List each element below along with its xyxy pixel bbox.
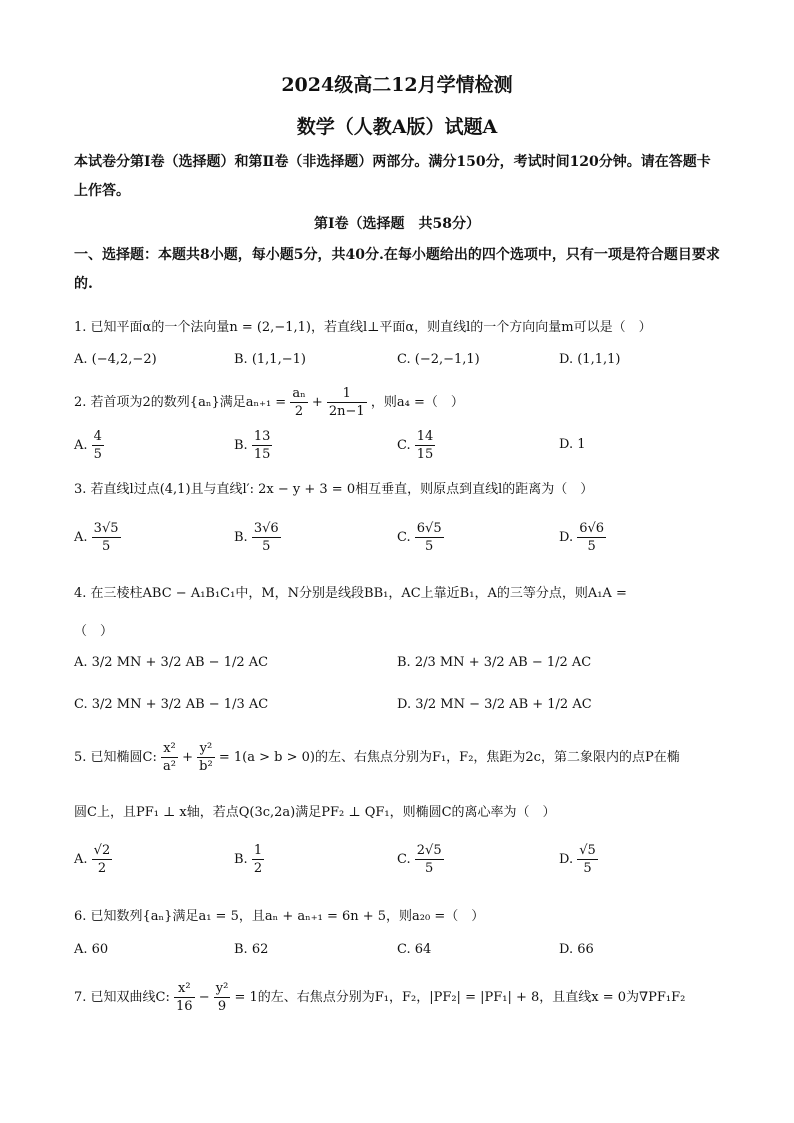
question-3-option-a[interactable]: A. $\frac{3√5}{5}$ — [74, 521, 119, 554]
question-6-option-b[interactable]: B. 62 — [234, 942, 269, 957]
question-1-option-b[interactable]: B. (1,1,−1) — [234, 352, 306, 367]
question-1-option-a[interactable]: A. (−4,2,−2) — [74, 352, 157, 367]
question-6-stem: 6. 已知数列{aₙ}满足a₁ = 5，且aₙ + aₙ₊₁ = 6n + 5，则a₂₀ =（ ） — [74, 909, 485, 924]
question-4-option-d[interactable]: D. 3/2 MN − 3/2 AB + 1/2 AC — [397, 697, 592, 712]
question-5-option-b[interactable]: B. $\frac{1}{2}$ — [234, 843, 263, 876]
exam-title: 2024级高二12月学情检测 — [281, 74, 513, 96]
question-5-option-c[interactable]: C. $\frac{2√5}{5}$ — [397, 843, 442, 876]
question-1-option-d[interactable]: D. (1,1,1) — [559, 352, 621, 367]
question-3-stem: 3. 若直线l过点(4,1)且与直线l′: 2x − y + 3 = 0相互垂直，则原点到直线l的距离为（ ） — [74, 482, 594, 497]
question-2-frac-2: $\frac{1}{2n-1}$ — [328, 386, 365, 419]
section-title: 第Ⅰ卷（选择题 共58分） — [313, 216, 481, 232]
exam-intro: 本试卷分第Ⅰ卷（选择题）和第Ⅱ卷（非选择题）两部分。满分150分，考试时间120分钟。请在答题卡上作答。 — [74, 154, 711, 199]
question-4-option-a[interactable]: A. 3/2 MN + 3/2 AB − 1/2 AC — [74, 655, 269, 670]
question-5-frac-2: $\frac{\text{y²}}{\text{b²}}$ — [199, 741, 213, 774]
question-4-stem: 4. 在三棱柱ABC − A₁B₁C₁中，M，N分别是线段BB₁，AC上靠近B₁，A的三等分点，则A₁A = — [74, 586, 627, 601]
question-7-frac-1: $\frac{\text{x²}}{16}$ — [176, 981, 193, 1014]
question-2-stem-prefix: 2. 若首项为2的数列{aₙ}满足aₙ₊₁ = — [74, 395, 287, 410]
question-2-option-a[interactable]: A. $\frac{4}{5}$ — [74, 429, 102, 462]
question-4-option-b[interactable]: B. 2/3 MN + 3/2 AB − 1/2 AC — [397, 655, 592, 670]
question-2-option-d[interactable]: D. 1 — [559, 437, 586, 452]
question-6-option-a[interactable]: A. 60 — [74, 942, 109, 957]
question-5-option-d[interactable]: D. $\frac{√5}{5}$ — [559, 843, 596, 876]
question-5-stem-line2: 圆C上，且PF₁ ⊥ x轴，若点Q(3c,2a)满足PF₂ ⊥ QF₁，则椭圆C的离心率为（ ） — [74, 805, 556, 820]
question-1-option-c[interactable]: C. (−2,−1,1) — [397, 352, 480, 367]
question-4-option-c[interactable]: C. 3/2 MN + 3/2 AB − 1/3 AC — [74, 697, 269, 712]
question-1-stem: 1. 已知平面α的一个法向量n = (2,−1,1)，若直线l⊥平面α，则直线l的一个方向向量m可以是（ ） — [74, 320, 652, 335]
question-2-frac-1: $\frac{\text{aₙ}}{2}$ — [292, 386, 306, 419]
question-2-stem: 2. 若首项为2的数列{aₙ}满足aₙ₊₁ = $\frac{\text{aₙ}}{2}$ + $\frac{1}{2n-1}$ ，则a₄ =（ ） — [74, 386, 464, 419]
question-7-frac-2: $\frac{\text{y²}}{9}$ — [215, 981, 229, 1014]
question-5-frac-1: $\frac{\text{x²}}{\text{a²}}$ — [163, 741, 176, 774]
question-3-option-c[interactable]: C. $\frac{6√5}{5}$ — [397, 521, 442, 554]
question-4-stem-line2: （ ） — [74, 624, 114, 639]
exam-subtitle: 数学（人教A版）试题A — [296, 116, 498, 138]
question-3-option-d[interactable]: D. $\frac{6√6}{5}$ — [559, 521, 605, 554]
question-2-stem-suffix: ，则a₄ =（ ） — [370, 395, 464, 410]
question-6-option-c[interactable]: C. 64 — [397, 942, 432, 957]
question-2-option-c[interactable]: C. $\frac{14}{15}$ — [397, 429, 434, 462]
question-6-option-d[interactable]: D. 66 — [559, 942, 594, 957]
section-instruction: 一、选择题：本题共8小题，每小题5分，共40分.在每小题给出的四个选项中，只有一项是符合题目要求的. — [74, 247, 720, 292]
question-7-stem: 7. 已知双曲线C: $\frac{\text{x²}}{16}$ − $\frac{\text{y²}}{9}$ = 1的左、右焦点分别为F₁，F₂，|PF₂| = |PF₁| + 8，且直线x = 0为∇PF₁F₂ — [74, 981, 686, 1014]
question-5-option-a[interactable]: A. $\frac{√2}{2}$ — [74, 843, 111, 876]
question-3-option-b[interactable]: B. $\frac{3√6}{5}$ — [234, 521, 279, 554]
question-2-option-b[interactable]: B. $\frac{13}{15}$ — [234, 429, 271, 462]
question-5-stem: 5. 已知椭圆C: $\frac{\text{x²}}{\text{a²}}$ + $\frac{\text{y²}}{\text{b²}}$ = 1(a > b > 0)的左、右焦点分别为F₁，F₂，焦距为2c，第二象限内的点P在椭 — [74, 741, 680, 774]
